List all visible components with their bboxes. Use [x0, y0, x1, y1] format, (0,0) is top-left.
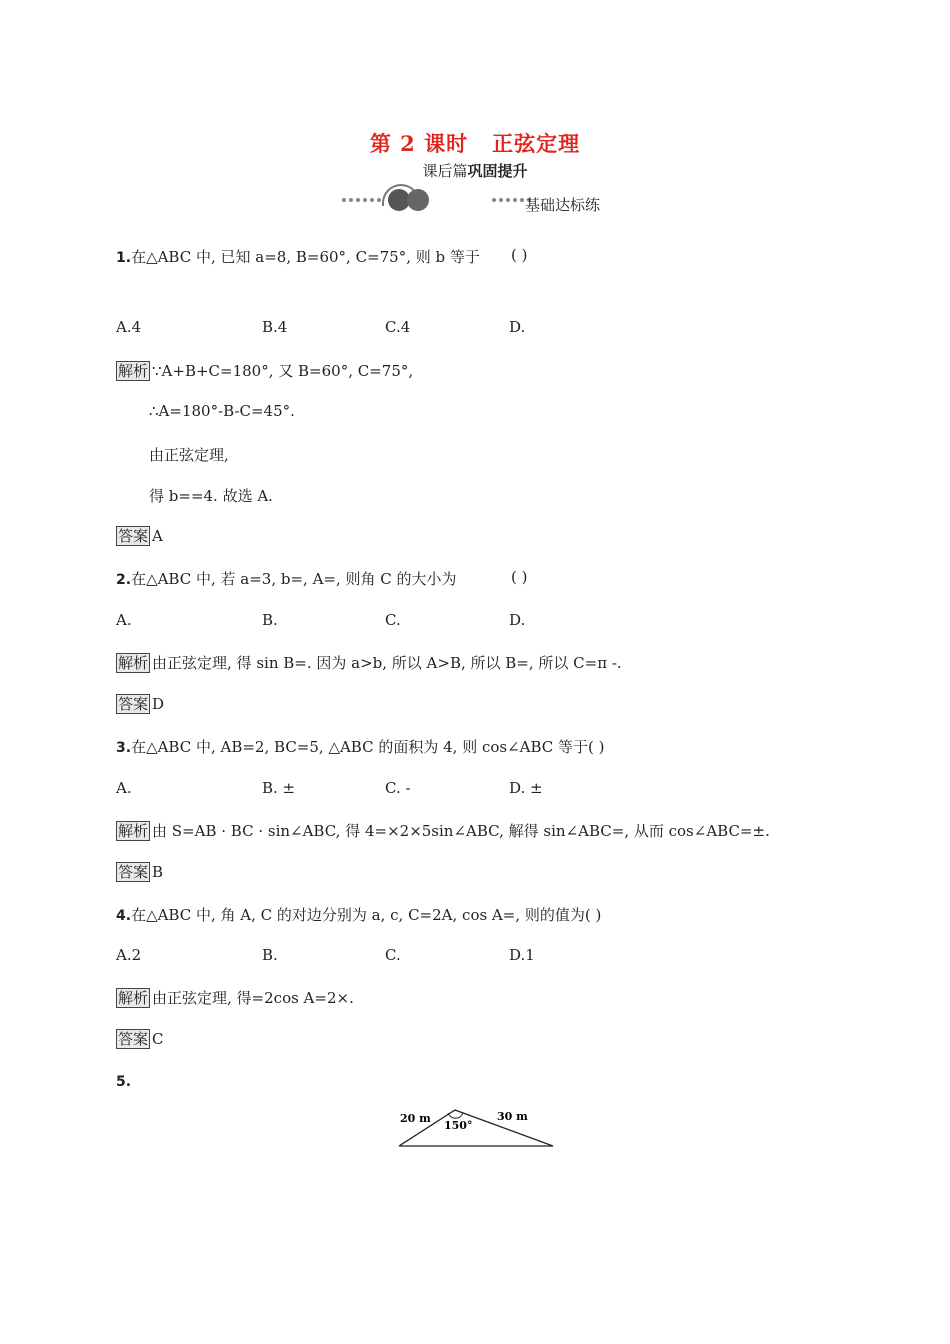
analysis-tag: 解析: [118, 822, 149, 840]
question-number: 3.: [116, 740, 132, 756]
analysis-text: ∵A+B+C=180°, 又 B=60°, C=75°,: [152, 362, 414, 380]
answer-paren: ( ): [511, 246, 528, 264]
option-a: A.: [116, 779, 132, 797]
option-a: A.4: [116, 318, 142, 336]
analysis-4: [116, 987, 354, 1008]
option-d: D.1: [509, 946, 535, 964]
subtitle-bold: 巩固提升: [467, 162, 528, 180]
answer-value: A: [152, 527, 163, 545]
option-b: B. ±: [262, 779, 296, 797]
question-4: [116, 904, 601, 925]
question-stem: 在△ABC 中, 已知 a=8, B=60°, C=75°, 则 b 等于: [131, 248, 480, 266]
dots-decoration: [342, 198, 381, 202]
question-number: 2.: [116, 572, 132, 588]
analysis-tag: 解析: [118, 654, 149, 672]
answer-tag: 答案: [118, 863, 149, 881]
option-b: B.: [262, 611, 278, 629]
question-stem: 在△ABC 中, AB=2, BC=5, △ABC 的面积为 4, 则 cos∠ABC 等于( ): [131, 738, 605, 756]
triangle-figure: [395, 1102, 557, 1152]
question-number: 5.: [116, 1074, 132, 1090]
answer-value: D: [152, 695, 165, 713]
option-c: C.: [385, 946, 401, 964]
section-label: 基础达标练: [525, 196, 601, 214]
answer-value: B: [152, 863, 164, 881]
option-b: B.: [262, 946, 278, 964]
question-1: [116, 246, 480, 267]
option-d: D.: [509, 611, 526, 629]
analysis-tag: 解析: [118, 989, 149, 1007]
page-subtitle: [0, 160, 950, 181]
analysis-text: 由正弦定理, 得 sin B=. 因为 a>b, 所以 A>B, 所以 B=, 所以 C=π -.: [152, 654, 622, 672]
triangle-svg: [395, 1102, 557, 1152]
question-stem: 在△ABC 中, 角 A, C 的对边分别为 a, c, C=2A, cos A=, 则的值为( ): [131, 906, 602, 924]
answer-tag: 答案: [118, 695, 149, 713]
option-c: C.4: [385, 318, 411, 336]
option-c: C.: [385, 611, 401, 629]
subtitle-plain: 课后篇: [422, 162, 468, 180]
answer-3: [116, 862, 163, 882]
question-stem: 在△ABC 中, 若 a=3, b=, A=, 则角 C 的大小为: [131, 570, 457, 588]
question-number: 1.: [116, 250, 132, 266]
title-lesson: 第 2 课时: [369, 131, 469, 156]
answer-tag: 答案: [118, 1030, 149, 1048]
angle-label: 150°: [444, 1119, 473, 1132]
option-c: C. -: [385, 779, 411, 797]
question-number: 4.: [116, 908, 132, 924]
answer-1: [116, 526, 163, 546]
answer-paren: ( ): [511, 568, 528, 586]
answer-2: [116, 694, 164, 714]
option-d: D. ±: [509, 779, 543, 797]
answer-value: C: [152, 1030, 164, 1048]
analysis-text: 由正弦定理, 得=2cos A=2×.: [152, 989, 354, 1007]
analysis-1-line4: 得 b==4. 故选 A.: [149, 487, 273, 505]
page-title: [0, 128, 950, 158]
analysis-tag: 解析: [118, 362, 149, 380]
analysis-1-line2: ∴A=180°-B-C=45°.: [149, 402, 295, 420]
analysis-1-line3: 由正弦定理,: [149, 446, 229, 464]
question-5: [116, 1072, 131, 1090]
question-2: [116, 568, 457, 589]
analysis-1: [116, 360, 413, 381]
question-3: [116, 736, 605, 757]
option-d: D.: [509, 318, 526, 336]
title-topic: 正弦定理: [492, 131, 581, 156]
answer-4: [116, 1029, 164, 1049]
circle-icon: [407, 189, 429, 211]
analysis-3: [116, 820, 770, 841]
answer-tag: 答案: [118, 527, 149, 545]
side-left-label: 20 m: [400, 1112, 431, 1125]
section-banner: [340, 186, 640, 216]
analysis-text: 由 S=AB · BC · sin∠ABC, 得 4=×2×5sin∠ABC, 解得 sin∠ABC=, 从而 cos∠ABC=±.: [152, 822, 770, 840]
option-b: B.4: [262, 318, 288, 336]
side-right-label: 30 m: [497, 1110, 528, 1123]
option-a: A.: [116, 611, 132, 629]
option-a: A.2: [116, 946, 142, 964]
analysis-2: [116, 652, 622, 673]
